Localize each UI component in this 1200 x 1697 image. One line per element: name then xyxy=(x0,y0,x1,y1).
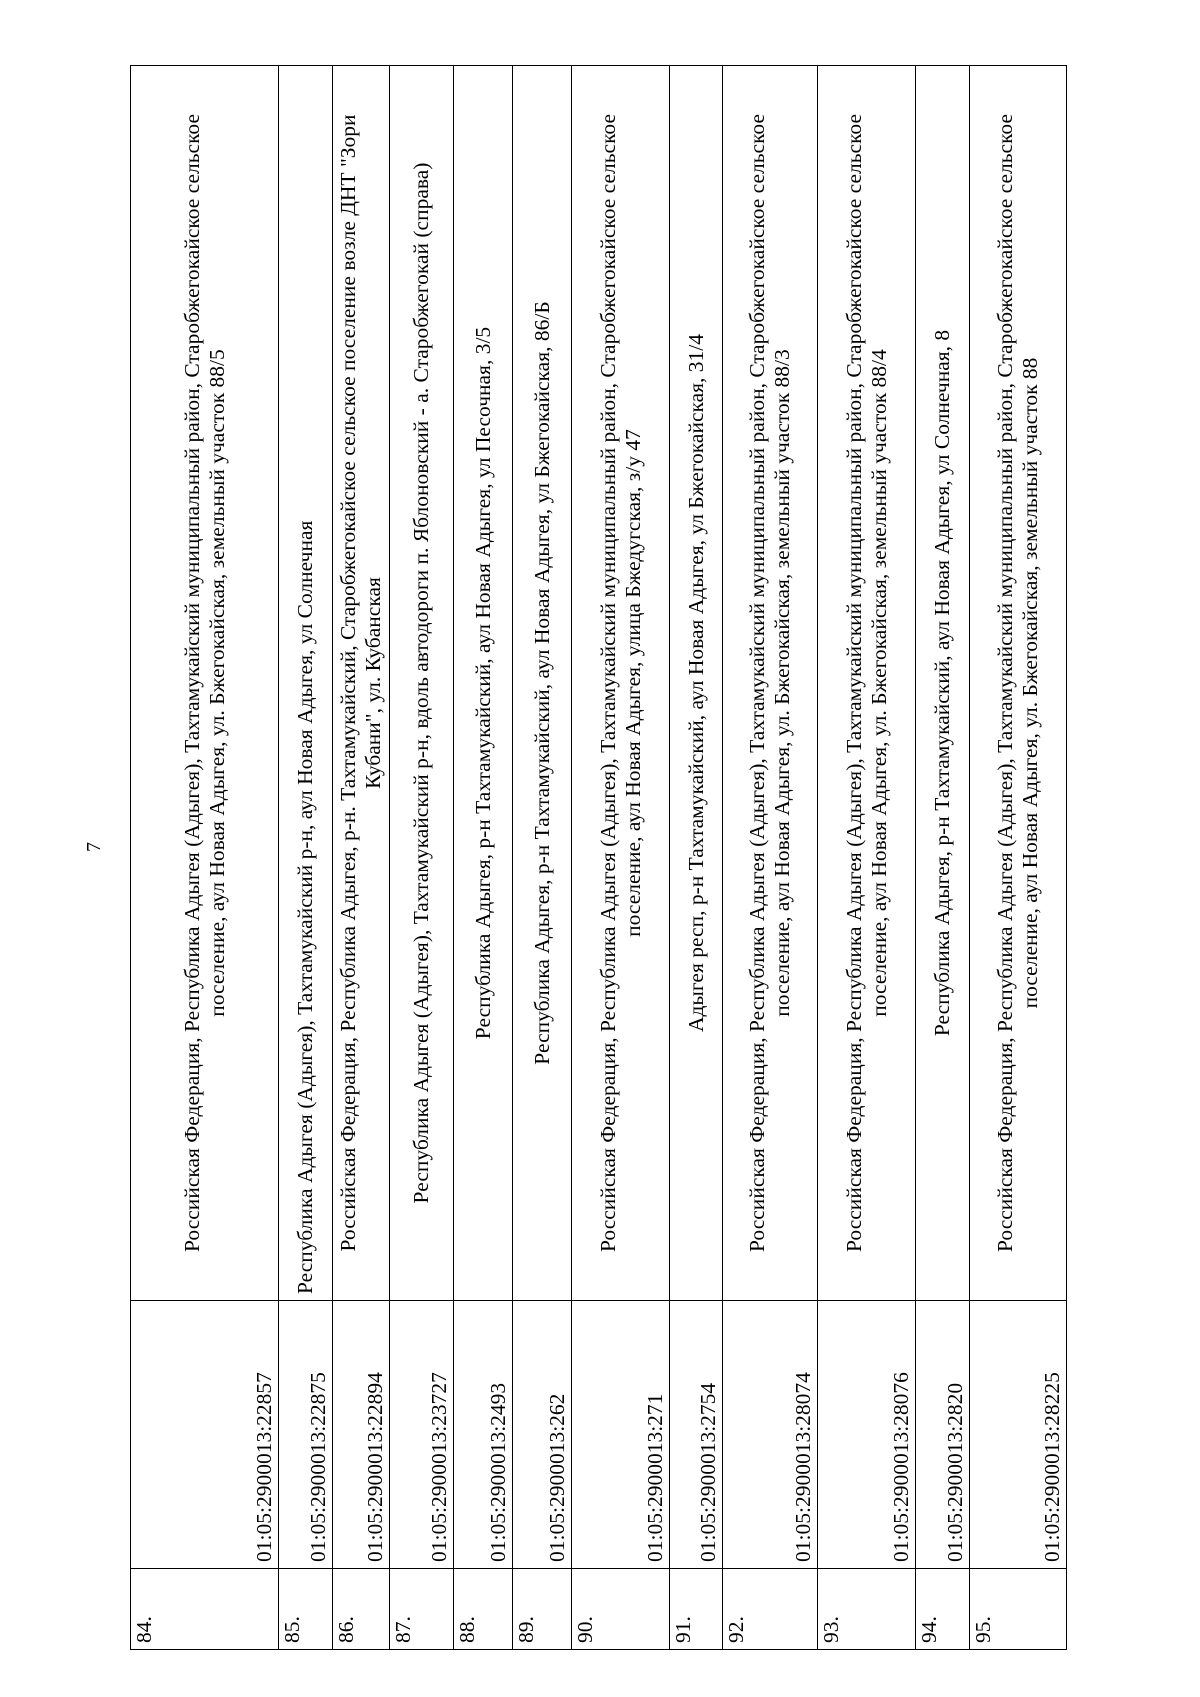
address-cell: Республика Адыгея (Адыгея), Тахтамукайский р-н, аул Новая Адыгея, ул Солнечная xyxy=(279,66,333,1301)
table-row xyxy=(333,66,390,1650)
table-row xyxy=(279,66,333,1650)
row-number: 89. xyxy=(513,1569,572,1650)
row-number: 95. xyxy=(970,1569,1067,1650)
table-row xyxy=(513,66,572,1650)
cadastral-number: 01:05:2900013:22894 xyxy=(333,1301,390,1569)
cadastral-number: 01:05:2900013:262 xyxy=(513,1301,572,1569)
row-number: 88. xyxy=(454,1569,513,1650)
table-row xyxy=(390,66,454,1650)
cadastral-number: 01:05:2900013:22857 xyxy=(131,1301,279,1569)
cadastral-number: 01:05:2900013:23727 xyxy=(390,1301,454,1569)
row-number: 87. xyxy=(390,1569,454,1650)
cadastral-number: 01:05:2900013:2493 xyxy=(454,1301,513,1569)
cadastral-number: 01:05:2900013:271 xyxy=(572,1301,670,1569)
address-cell: Российская Федерация, Республика Адыгея (Адыгея), Тахтамукайский муниципальный район, Старобжегокайское сельское поселение, аул Новая Адыгея, улица Бжедугская, з/у 47 xyxy=(572,66,670,1301)
table-row xyxy=(454,66,513,1650)
address-cell: Российская Федерация, Республика Адыгея (Адыгея), Тахтамукайский муниципальный район, Старобжегокайское сельское поселение, аул Новая Адыгея, ул. Бжегокайская, земельный участок 88/4 xyxy=(818,66,916,1301)
row-number: 90. xyxy=(572,1569,670,1650)
row-number: 84. xyxy=(131,1569,279,1650)
table-row xyxy=(916,66,970,1650)
cadastral-number: 01:05:2900013:2820 xyxy=(916,1301,970,1569)
row-number: 91. xyxy=(670,1569,723,1650)
table-row xyxy=(670,66,723,1650)
cadastral-number: 01:05:2900013:28225 xyxy=(970,1301,1067,1569)
cadastral-number: 01:05:2900013:2754 xyxy=(670,1301,723,1569)
address-cell: Республика Адыгея, р-н Тахтамукайский, аул Новая Адыгея, ул Бжегокайская, 86/Б xyxy=(513,66,572,1301)
address-cell: Республика Адыгея (Адыгея), Тахтамукайский р-н, вдоль автодороги п. Яблоновский - а. Старобжегокай (справа) xyxy=(390,66,454,1301)
table-row xyxy=(970,66,1067,1650)
address-cell: Республика Адыгея, р-н Тахтамукайский, аул Новая Адыгея, ул Песочная, 3/5 xyxy=(454,66,513,1301)
row-number: 92. xyxy=(723,1569,818,1650)
address-cell: Российская Федерация, Республика Адыгея (Адыгея), Тахтамукайский муниципальный район, Старобжегокайское сельское поселение, аул Новая Адыгея, ул. Бжегокайская, земельный участок 88/5 xyxy=(131,66,279,1301)
row-number: 94. xyxy=(916,1569,970,1650)
cadastral-number: 01:05:2900013:22875 xyxy=(279,1301,333,1569)
row-number: 86. xyxy=(333,1569,390,1650)
address-cell: Республика Адыгея, р-н Тахтамукайский, аул Новая Адыгея, ул Солнечная, 8 xyxy=(916,66,970,1301)
table-row xyxy=(723,66,818,1650)
table-row xyxy=(818,66,916,1650)
address-cell: Адыгея респ, р-н Тахтамукайский, аул Новая Адыгея, ул Бжегокайская, 31/4 xyxy=(670,66,723,1301)
address-cell: Российская Федерация, Республика Адыгея (Адыгея), Тахтамукайский муниципальный район, Старобжегокайское сельское поселение, аул Новая Адыгея, ул. Бжегокайская, земельный участок 88 xyxy=(970,66,1067,1301)
land-plot-table xyxy=(130,65,1067,1650)
cadastral-number: 01:05:2900013:28076 xyxy=(818,1301,916,1569)
address-cell: Российская Федерация, Республика Адыгея (Адыгея), Тахтамукайский муниципальный район, Старобжегокайское сельское поселение, аул Новая Адыгея, ул. Бжегокайская, земельный участок 88/3 xyxy=(723,66,818,1301)
cadastral-number: 01:05:2900013:28074 xyxy=(723,1301,818,1569)
page-number: 7 xyxy=(83,842,105,852)
row-number: 85. xyxy=(279,1569,333,1650)
row-number: 93. xyxy=(818,1569,916,1650)
table-row xyxy=(572,66,670,1650)
table-row xyxy=(131,66,279,1650)
address-cell: Российская Федерация, Республика Адыгея, р-н. Тахтамукайский, Старобжегокайское сельское поселение возле ДНТ "Зори Кубани", ул. Кубанская xyxy=(333,66,390,1301)
